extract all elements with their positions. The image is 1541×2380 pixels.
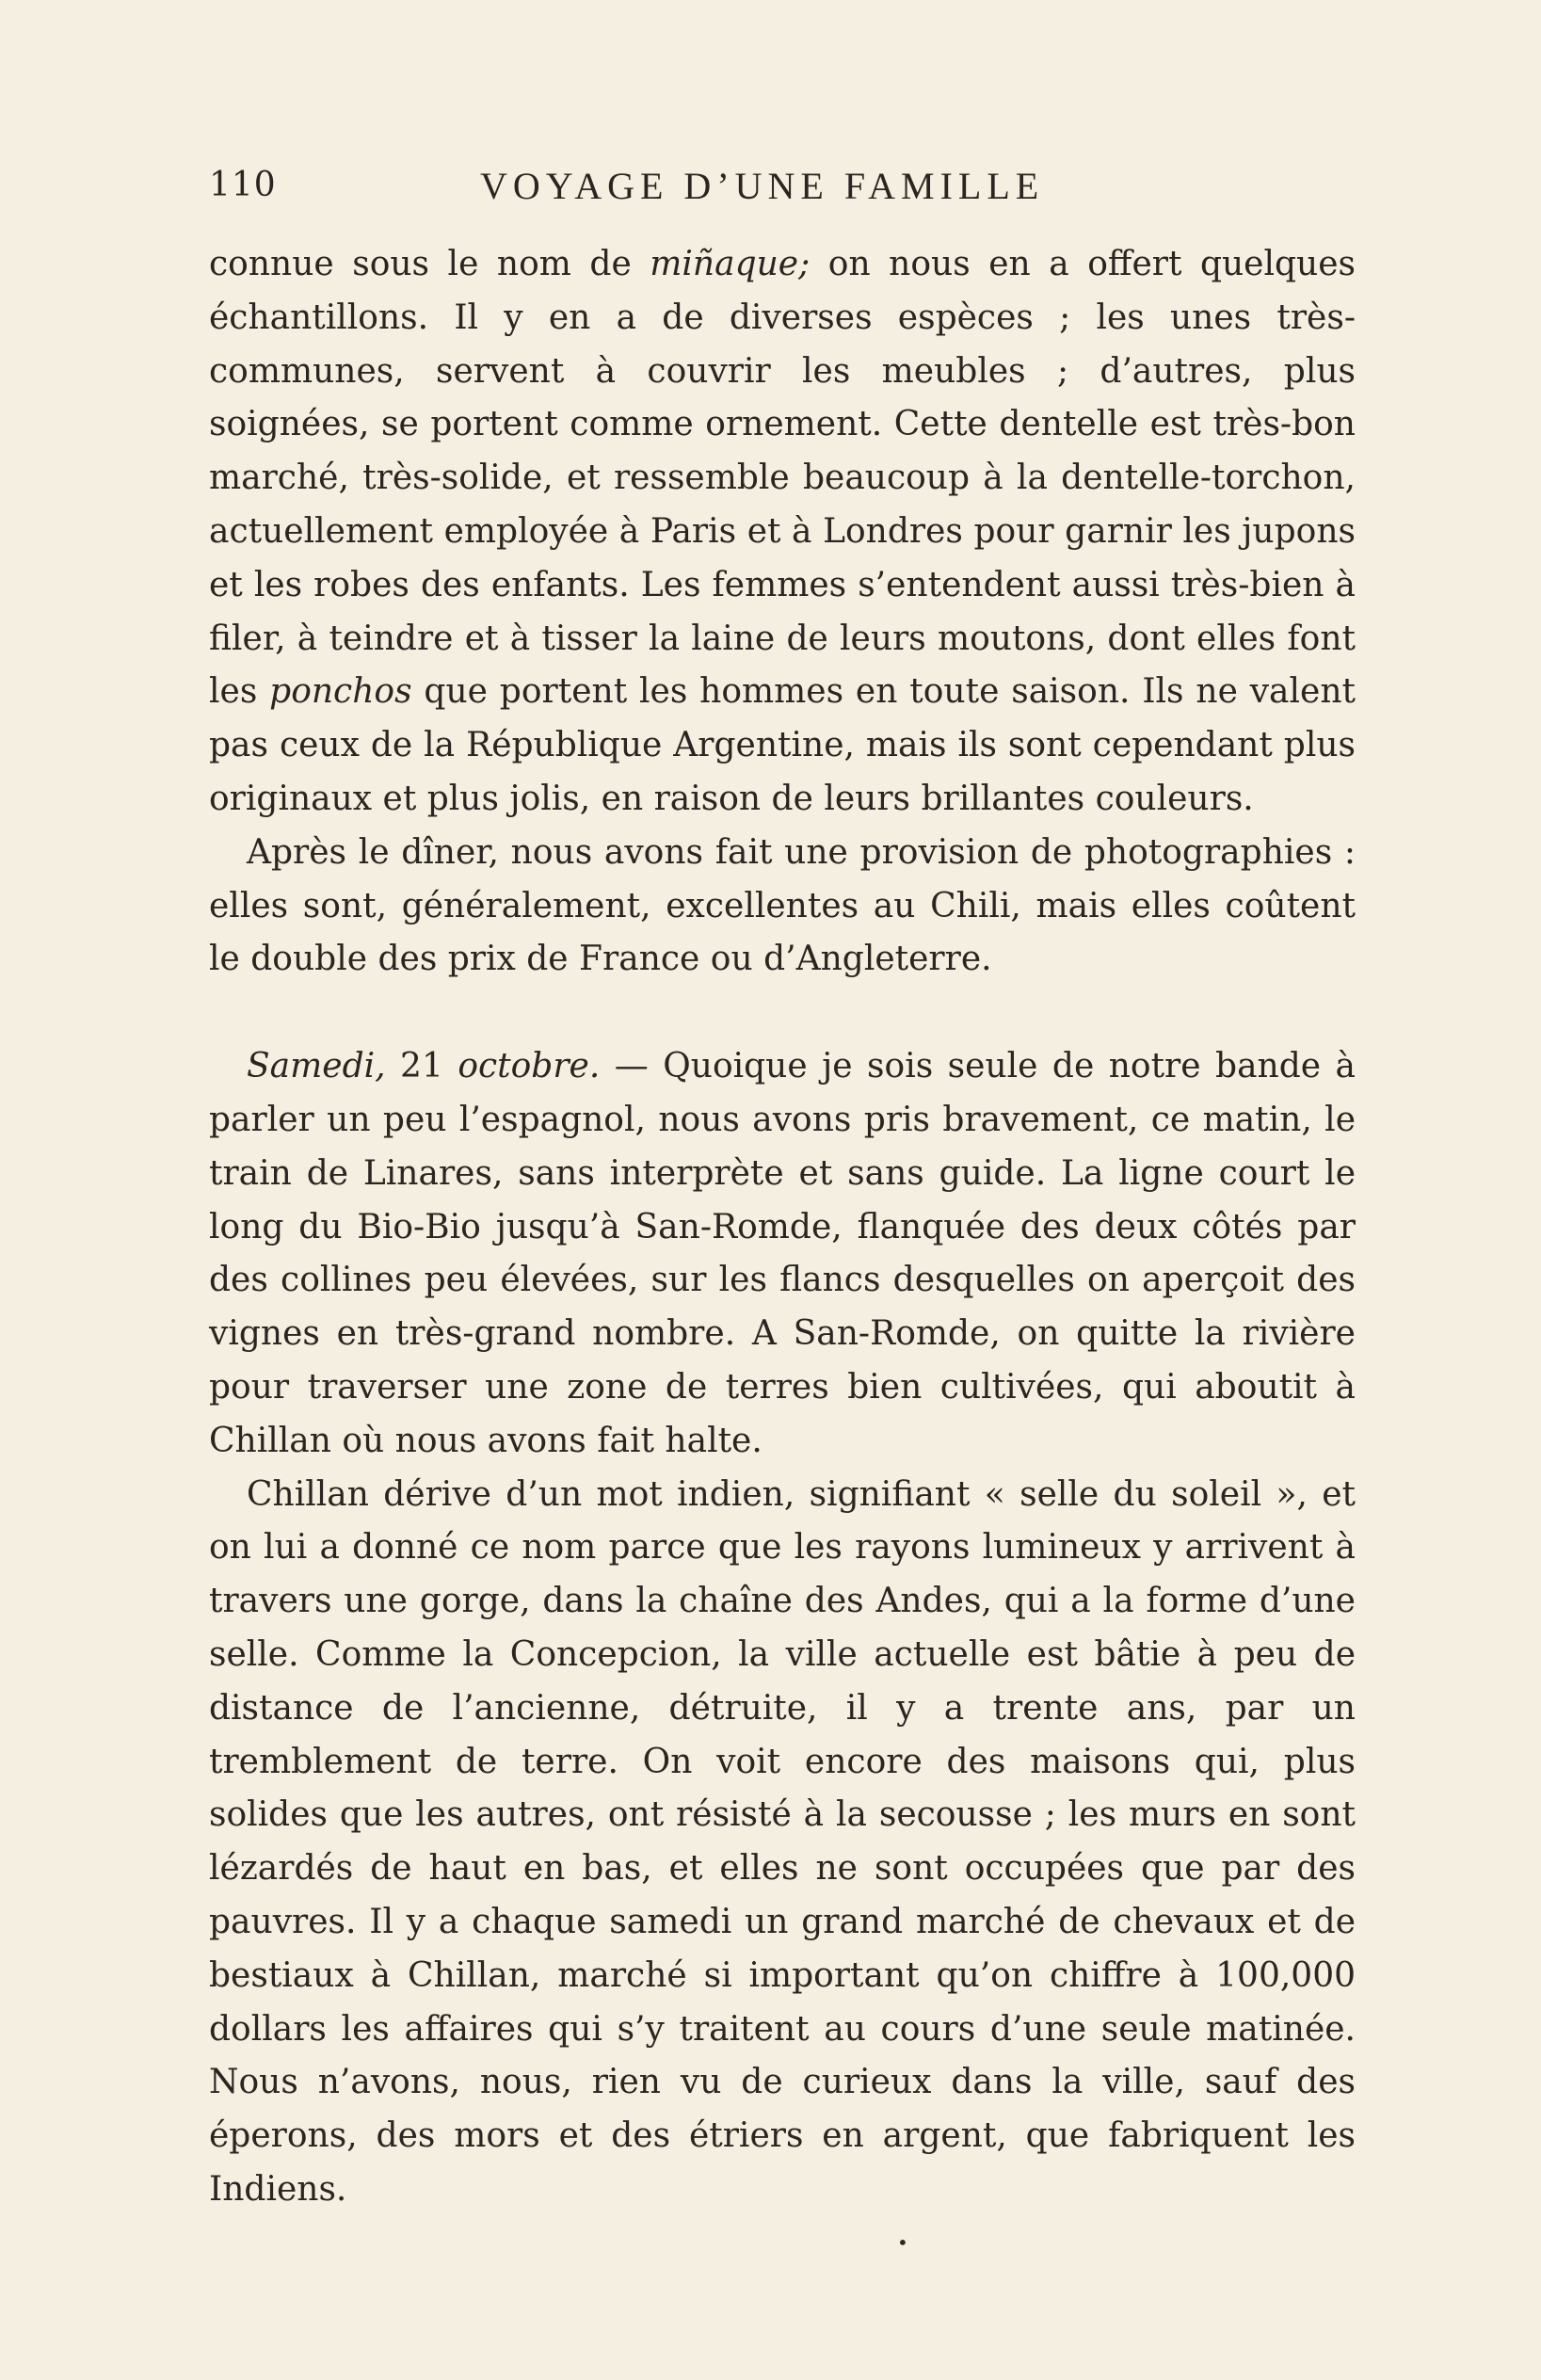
text-segment: on nous en a offert quelques échantillons. Il y en a de diverses espèces ; les unes très-communes, servent à couvrir les meubles ; d’autres, plus soignées, se portent comme ornement. Cette dentelle est très-bon marché, très-solide, et ressemble beaucoup à la dentelle-torchon, actuellement employée à Paris et à Londres pour garnir les jupons et les robes des enfants. Les femmes s’entendent aussi très-bien à filer, à teindre et à tisser la laine de leurs moutons, dont elles font les [209,245,1356,712]
text-segment: que portent les hommes en toute saison. Ils ne valent pas ceux de la République Argentine, mais ils sont cependant plus originaux et plus jolis, en raison de leurs brillantes couleurs. [209,672,1356,818]
date-weekday: Samedi, [247,1047,386,1086]
body-text [209,238,1356,2217]
paragraph-lace-ponchos [209,238,1356,827]
page-number: 110 [209,166,277,204]
paragraph-photographs [209,827,1356,987]
running-head [209,158,1356,215]
running-title: VOYAGE D’UNE FAMILLE [480,165,1045,207]
text-segment: connue sous le nom de [209,245,650,283]
text-segment: — Quoique je sois seule de notre bande à parler un peu l’espagnol, nous avons pris bravement, ce matin, le train de Linares, sans interprète et sans guide. La ligne court le long du Bio-Bio jusqu’à San-Romde, flanquée des deux côtés par des collines peu élevées, sur les flancs desquelles on aperçoit des vignes en très-grand nombre. A San-Romde, on quitte la rivière pour traverser une zone de terres bien cultivées, qui aboutit à Chillan où nous avons fait halte. [209,1047,1356,1460]
text-segment: Chillan dérive d’un mot indien, signifiant « selle du soleil », et on lui a donné ce nom parce que les rayons lumineux y arrivent à travers une gorge, dans la chaîne des Andes, qui a la forme d’une selle. Comme la Concepcion, la ville actuelle est bâtie à peu de distance de l’ancienne, détruite, il y a trente ans, par un tremblement de terre. On voit encore des maisons qui, plus solides que les autres, ont résisté à la secousse ; les murs en sont lézardés de haut en bas, et elles ne sont occupées que par des pauvres. Il y a chaque samedi un grand marché de chevaux et de bestiaux à Chillan, marché si important qu’on chiffre à 100,000 dollars les affaires qui s’y traitent au cours d’une seule matinée. Nous n’avons, nous, rien vu de curieux dans la ville, sauf des éperons, des mors et des étriers en argent, que fabriquent les Indiens. [209,1474,1356,2209]
text-segment: Après le dîner, nous avons fait une provision de photographies : elles sont, généralement, excellentes au Chili, mais elles coûtent le double des prix de France ou d’Angleterre. [209,832,1356,979]
paragraph-saturday-entry [209,1040,1356,1468]
text-segment-italic: miñaque; [650,245,811,283]
paragraph-chillan [209,1469,1356,2217]
date-day: 21 [385,1047,458,1086]
footer-mark: • [897,2231,908,2254]
date-month: octobre. [457,1047,601,1086]
text-segment-italic: ponchos [269,672,412,712]
